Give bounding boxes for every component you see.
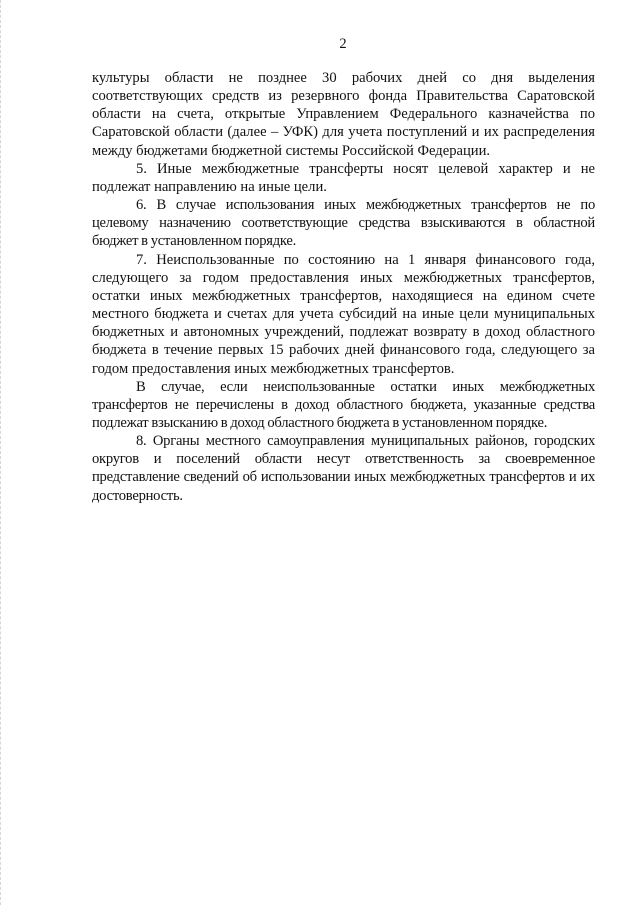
scan-edge [0,0,3,905]
paragraph-item-7: 7. Неиспользованные по состоянию на 1 января финансового года, следующего за годом предоставления иных межбюджетных трансфертов, остатки иных межбюджетных трансфертов, находящиеся на едином счете местного бюджета и счетах для учета субсидий на иные цели муниципальных бюджетных и автономных учреждений, подлежат возврату в доход областного бюджета в течение первых 15 рабочих дней финансового года, следующего за годом предоставления иных межбюджетных трансфертов. [92,251,595,377]
paragraph-item-7-case: В случае, если неиспользованные остатки иных межбюджетных трансфертов не перечислены в доход областного бюджета, указанные средства подлежат взысканию в доход областного бюджета в установленном порядке. [92,378,595,431]
page-number: 2 [339,36,347,52]
paragraph-item-8: 8. Органы местного самоуправления муниципальных районов, городских округов и поселений области несут ответственность за своевременное представление сведений об использовании иных межбюджетных трансфертов и их достоверность. [92,433,595,504]
paragraph-continuation: культуры области не позднее 30 рабочих дней со дня выделения соответствующих средств из резервного фонда Правительства Саратовской области на счета, открытые Управлением Федерального казначейства по Саратовской области (далее – УФК) для учета поступлений и их распределения между бюджетами бюджетной системы Российской Федерации. [92,70,595,159]
document-body [92,69,595,505]
paragraph-item-6: 6. В случае использования иных межбюджетных трансфертов не по целевому назначению соответствующие средства взыскиваются в областной бюджет в установленном порядке. [92,197,595,250]
paragraph-item-5: 5. Иные межбюджетные трансферты носят целевой характер и не подлежат направлению на иные цели. [92,160,595,195]
